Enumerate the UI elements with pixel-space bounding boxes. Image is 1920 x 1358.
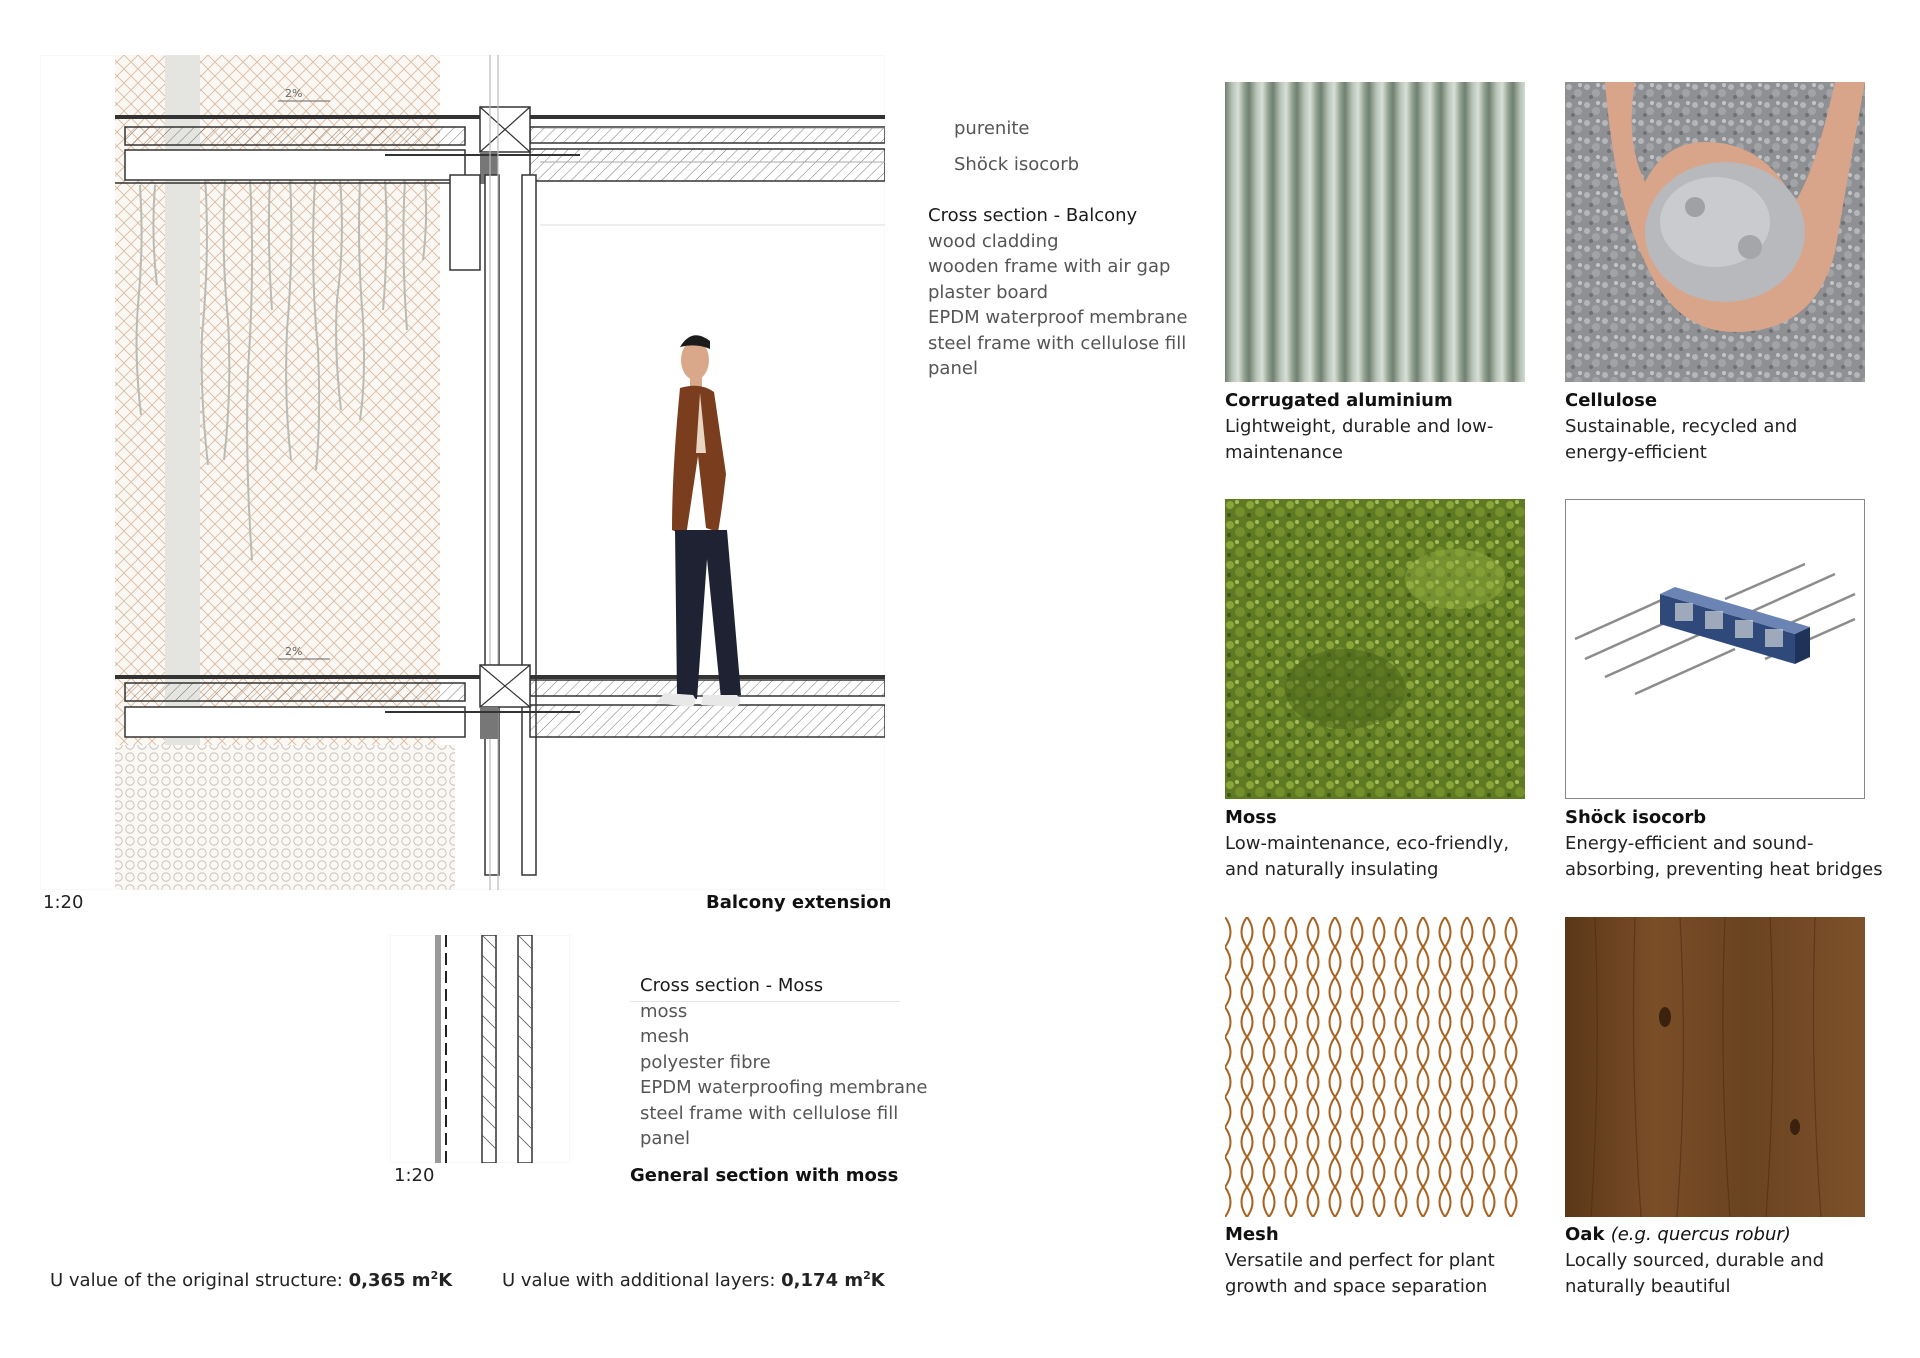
glazing-posts	[450, 175, 536, 875]
moss-section-heading: Cross section - Moss	[640, 975, 824, 996]
layer-item: mesh	[640, 1026, 690, 1047]
balcony-section-drawing	[40, 55, 885, 890]
u-value-additional: U value with additional layers: 0,174 $m^2K$	[502, 1269, 885, 1291]
swatch-mesh	[1225, 917, 1525, 1217]
material-title: Cellulose	[1565, 390, 1658, 411]
material-description: Sustainable, recycled and energy-efficient	[1565, 416, 1798, 463]
label-purenite: purenite	[954, 118, 1030, 139]
u-value-original: U value of the original structure: 0,365 $m^2K$	[50, 1269, 453, 1291]
layer-item: EPDM waterproofing membrane	[640, 1077, 928, 1098]
layer-item: steel frame with cellulose fill	[928, 332, 1187, 354]
balcony-section-heading: Cross section - Balcony	[928, 205, 1138, 226]
swatch-moss	[1225, 499, 1525, 799]
material-description: Low-maintenance, eco-friendly, and naturally insulating	[1225, 833, 1510, 880]
top-slab	[115, 107, 885, 184]
material-description: Energy-efficient and sound-absorbing, preventing heat bridges	[1565, 833, 1883, 880]
moss-layer-list	[640, 973, 927, 1152]
layer-item: plaster board	[928, 281, 1049, 303]
material-title: Moss	[1225, 807, 1277, 828]
scale-main: 1:20	[43, 892, 84, 913]
layer-item: moss	[640, 1000, 688, 1022]
person-figure	[655, 335, 741, 707]
layer-item: steel frame with cellulose fill	[640, 1102, 899, 1124]
balcony-layer-list	[928, 203, 1188, 382]
material-title: Shöck isocorb	[1565, 807, 1707, 828]
layer-item: wood cladding	[928, 230, 1059, 252]
layer-item: wooden frame with air gap	[928, 256, 1171, 277]
layer-item: EPDM waterproof membrane	[928, 307, 1188, 328]
swatch-shock-isocorb	[1565, 499, 1865, 799]
material-title: Mesh	[1225, 1224, 1279, 1245]
moss-section-drawing	[390, 935, 570, 1163]
material-title: Corrugated aluminium	[1225, 390, 1453, 411]
slope-label-top: 2%	[285, 87, 303, 100]
material-description: Locally sourced, durable and naturally beautiful	[1565, 1250, 1825, 1297]
material-description: Versatile and perfect for plant growth and space separation	[1225, 1250, 1495, 1297]
scale-moss: 1:20	[394, 1165, 435, 1186]
layer-item: panel	[640, 1128, 690, 1149]
material-title: Oak (e.g. quercus robur)	[1565, 1224, 1791, 1245]
material-description: Lightweight, durable and low-maintenance	[1225, 416, 1494, 463]
swatch-oak	[1565, 917, 1865, 1217]
layer-item: polyester fibre	[640, 1051, 771, 1073]
caption-general-section-moss: General section with moss	[630, 1165, 899, 1186]
slope-label-bottom: 2%	[285, 645, 303, 658]
layer-item: panel	[928, 358, 978, 379]
bottom-slab	[115, 665, 885, 890]
swatch-corrugated-aluminium	[1225, 82, 1525, 382]
swatch-cellulose	[1565, 82, 1865, 382]
caption-balcony-extension: Balcony extension	[706, 892, 892, 913]
label-shock-isocorb: Shöck isocorb	[954, 154, 1080, 175]
